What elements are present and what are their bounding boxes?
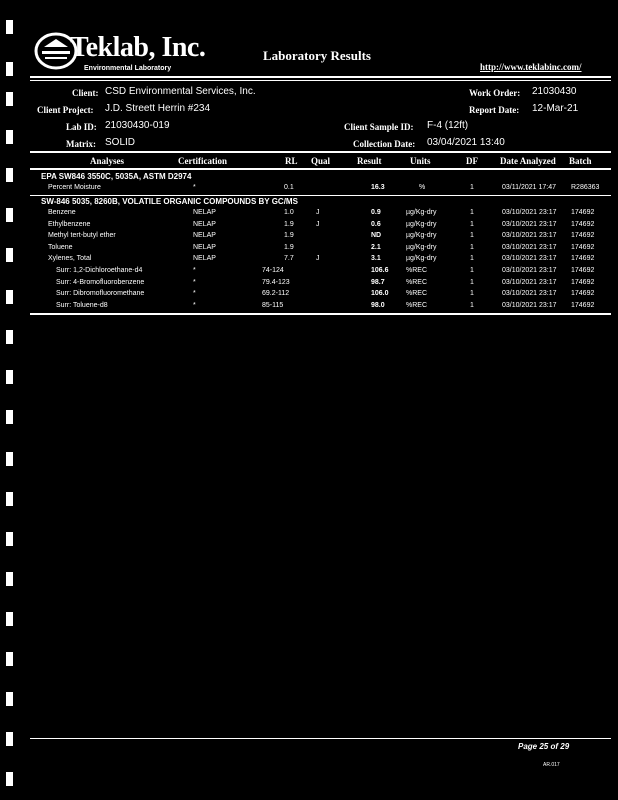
cell-rl: 74-124	[262, 267, 284, 274]
cell-batch: 174692	[571, 243, 595, 251]
logo-tagline: Environmental Laboratory	[84, 65, 172, 72]
logo-name: Teklab, Inc.	[70, 32, 206, 63]
cell-date-analyzed: 03/10/2021 23:17	[502, 243, 557, 251]
punch-mark	[6, 532, 13, 546]
cell-certification: *	[193, 184, 196, 191]
cell-result: 106.6	[371, 267, 389, 274]
punch-mark	[6, 248, 13, 262]
work-order-label: Work Order:	[469, 88, 521, 98]
cell-df: 1	[470, 278, 474, 286]
column-header-divider	[30, 168, 611, 170]
cell-rl: 7.7	[284, 255, 294, 263]
lab-id-value: 21030430-019	[105, 120, 170, 131]
section-title: SW-846 5035, 8260B, VOLATILE ORGANIC COMPOUNDS BY GC/MS	[41, 197, 298, 206]
cell-rl: 1.9	[284, 243, 294, 251]
section-title: EPA SW846 3550C, 5035A, ASTM D2974	[41, 172, 192, 181]
punch-mark	[6, 732, 13, 746]
col-date-analyzed: Date Analyzed	[500, 156, 556, 166]
cell-certification: NELAP	[193, 220, 216, 228]
punch-mark	[6, 208, 13, 222]
cell-batch: 174692	[571, 209, 595, 216]
client-label: Client:	[72, 88, 99, 98]
cell-analyte: Surr: Toluene-d8	[56, 301, 108, 309]
punch-mark	[6, 168, 13, 182]
punch-mark	[6, 612, 13, 626]
page-title: Laboratory Results	[263, 48, 371, 63]
footer-divider	[30, 738, 611, 739]
cell-certification: *	[193, 290, 196, 298]
cell-rl: 1.0	[284, 209, 294, 216]
cell-qual: J	[316, 255, 320, 263]
cell-units: %REC	[406, 278, 428, 286]
cell-analyte: Percent Moisture	[48, 184, 101, 191]
cell-df: 1	[470, 267, 474, 274]
cell-date-analyzed: 03/10/2021 23:17	[502, 301, 557, 309]
cell-batch: 174692	[571, 290, 595, 298]
cell-batch: 174692	[571, 278, 595, 286]
punch-mark	[6, 692, 13, 706]
cell-batch: 174692	[571, 232, 595, 240]
page-number: Page 25 of 29	[518, 742, 570, 751]
col-certification: Certification	[178, 156, 227, 166]
cell-date-analyzed: 03/10/2021 23:17	[502, 267, 557, 274]
work-order-value: 21030430	[532, 86, 577, 97]
punch-mark	[6, 330, 13, 344]
cell-batch: 174692	[571, 255, 595, 263]
client-sample-id-label: Client Sample ID:	[344, 122, 414, 132]
cell-result: 0.6	[371, 220, 381, 228]
cell-date-analyzed: 03/10/2021 23:17	[502, 278, 557, 286]
cell-df: 1	[470, 184, 474, 191]
col-qual: Qual	[311, 156, 331, 166]
cell-units: %	[419, 184, 426, 191]
cell-analyte: Methyl tert-butyl ether	[48, 232, 116, 240]
cell-units: µg/Kg-dry	[406, 255, 437, 263]
cell-date-analyzed: 03/10/2021 23:17	[502, 255, 557, 263]
collection-date-value: 03/04/2021 13:40	[427, 137, 505, 148]
punch-mark	[6, 92, 13, 106]
col-analyses: Analyses	[90, 156, 125, 166]
client-project-label: Client Project:	[37, 105, 94, 115]
cell-result: 2.1	[371, 243, 381, 251]
cell-df: 1	[470, 220, 474, 228]
col-rl: RL	[285, 156, 298, 166]
cell-analyte: Xylenes, Total	[48, 255, 92, 263]
cell-units: µg/Kg-dry	[406, 243, 437, 251]
punch-mark	[6, 652, 13, 666]
cell-rl: 0.1	[284, 184, 294, 191]
cell-df: 1	[470, 232, 474, 240]
cell-date-analyzed: 03/10/2021 23:17	[502, 232, 557, 240]
cell-units: %REC	[406, 290, 428, 298]
col-df: DF	[466, 156, 478, 166]
cell-df: 1	[470, 301, 474, 309]
cell-df: 1	[470, 209, 474, 216]
col-batch: Batch	[569, 156, 592, 166]
cell-batch: 174692	[571, 267, 595, 274]
cell-qual: J	[316, 209, 320, 216]
cell-date-analyzed: 03/10/2021 23:17	[502, 290, 557, 298]
cell-rl: 85-115	[262, 301, 284, 309]
punch-mark	[6, 130, 13, 144]
cell-batch: 174692	[571, 301, 595, 309]
client-project-value: J.D. Streett Herrin #234	[105, 103, 211, 114]
cell-result: 98.7	[371, 278, 385, 286]
cell-result: 106.0	[371, 290, 389, 298]
punch-mark	[6, 290, 13, 304]
cell-df: 1	[470, 255, 474, 263]
cell-batch: R286363	[571, 184, 600, 191]
col-units: Units	[410, 156, 431, 166]
cell-certification: NELAP	[193, 232, 216, 240]
cell-analyte: Surr: Dibromofluoromethane	[56, 290, 145, 298]
cell-analyte: Surr: 1,2-Dichloroethane-d4	[56, 267, 143, 274]
cell-rl: 69.2-112	[262, 290, 290, 298]
collection-date-label: Collection Date:	[353, 139, 416, 149]
cell-result: 16.3	[371, 184, 385, 191]
cell-certification: NELAP	[193, 255, 216, 263]
cell-result: ND	[371, 232, 382, 240]
punch-mark	[6, 370, 13, 384]
cell-df: 1	[470, 243, 474, 251]
cell-analyte: Benzene	[48, 209, 76, 216]
punch-mark	[6, 20, 13, 34]
cell-df: 1	[470, 290, 474, 298]
cell-certification: *	[193, 267, 196, 274]
cell-certification: *	[193, 278, 196, 286]
section-divider	[30, 195, 611, 196]
cell-result: 98.0	[371, 301, 385, 309]
cell-date-analyzed: 03/10/2021 23:17	[502, 220, 557, 228]
cell-units: µg/Kg-dry	[406, 232, 437, 240]
cell-certification: NELAP	[193, 209, 216, 216]
cell-certification: *	[193, 301, 196, 309]
website-link[interactable]: http://www.teklabinc.com/	[480, 62, 582, 72]
matrix-value: SOLID	[105, 137, 136, 148]
col-result: Result	[357, 156, 382, 166]
cell-rl: 1.9	[284, 232, 294, 240]
cell-units: %REC	[406, 301, 428, 309]
table-bottom-divider	[30, 313, 611, 315]
header-divider	[30, 76, 611, 78]
matrix-label: Matrix:	[66, 139, 96, 149]
cell-analyte: Toluene	[48, 243, 73, 251]
punch-mark	[6, 410, 13, 424]
cell-certification: NELAP	[193, 243, 216, 251]
cell-result: 3.1	[371, 255, 381, 263]
info-divider	[30, 151, 611, 153]
cell-rl: 1.9	[284, 220, 294, 228]
cell-units: µg/Kg-dry	[406, 209, 437, 216]
cell-batch: 174692	[571, 220, 595, 228]
lab-id-label: Lab ID:	[66, 122, 97, 132]
punch-mark	[6, 772, 13, 786]
client-value: CSD Environmental Services, Inc.	[105, 86, 256, 97]
punch-mark	[6, 492, 13, 506]
client-sample-id-value: F-4 (12ft)	[427, 120, 469, 131]
cell-result: 0.9	[371, 209, 381, 216]
report-date-value: 12-Mar-21	[532, 103, 579, 114]
punch-mark	[6, 572, 13, 586]
page-code: AR.017	[543, 762, 560, 768]
cell-qual: J	[316, 220, 320, 228]
cell-analyte: Ethylbenzene	[48, 220, 91, 228]
cell-analyte: Surr: 4-Bromofluorobenzene	[56, 278, 145, 286]
header-divider-thin	[30, 80, 611, 81]
cell-date-analyzed: 03/11/2021 17:47	[502, 184, 556, 191]
cell-rl: 79.4-123	[262, 278, 290, 286]
cell-units: %REC	[406, 267, 428, 274]
punch-mark	[6, 452, 13, 466]
cell-date-analyzed: 03/10/2021 23:17	[502, 209, 557, 216]
report-date-label: Report Date:	[469, 105, 520, 115]
cell-units: µg/Kg-dry	[406, 220, 437, 228]
punch-mark	[6, 62, 13, 76]
